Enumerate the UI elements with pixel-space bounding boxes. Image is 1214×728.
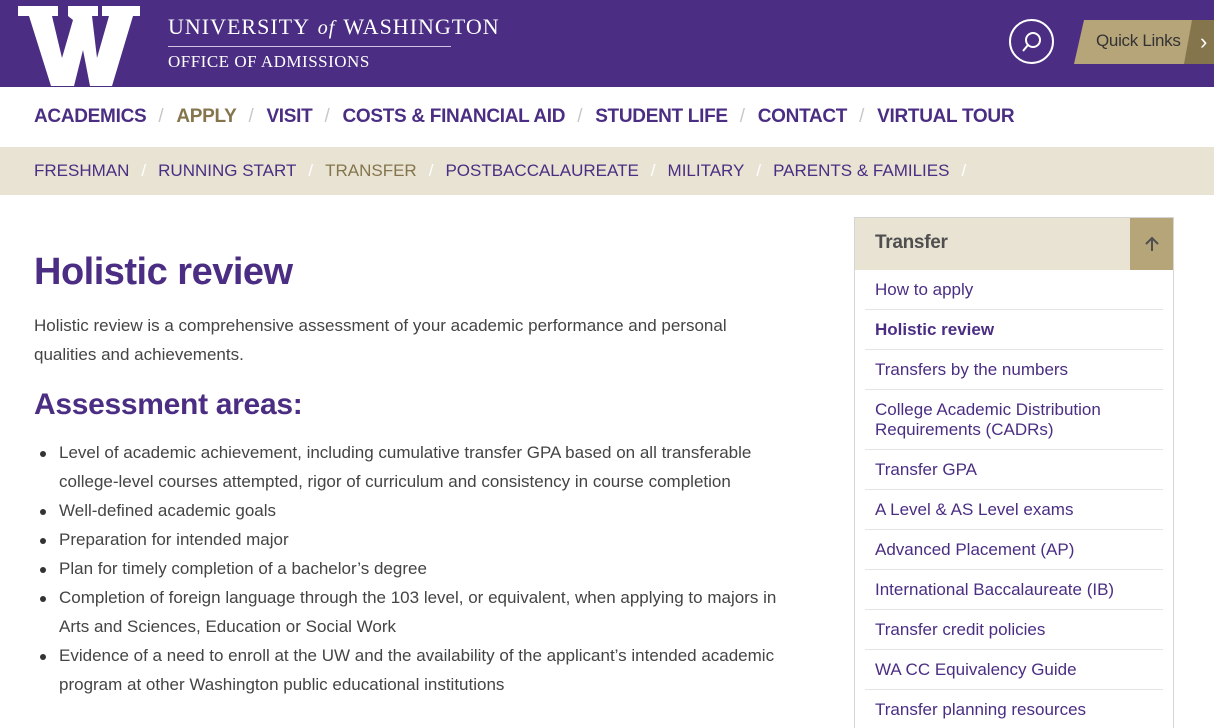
nav-virtual-tour[interactable]: VIRTUAL TOUR — [877, 106, 1015, 127]
sidebar-item-transfers-by-numbers[interactable]: Transfers by the numbers — [865, 350, 1163, 390]
nav-student-life[interactable]: STUDENT LIFE — [595, 106, 728, 127]
list-item: Evidence of a need to enroll at the UW and the availability of the applicant’s intended academic program at other Washington public educational institutions — [34, 641, 794, 699]
sidebar-item-holistic-review[interactable]: Holistic review — [865, 310, 1163, 350]
nav-separator: / — [248, 106, 254, 127]
subnav-running-start[interactable]: RUNNING START — [158, 161, 297, 180]
office-name: OFFICE OF ADMISSIONS — [168, 52, 370, 71]
arrow-up-icon — [1145, 236, 1159, 252]
sidebar-item-how-to-apply[interactable]: How to apply — [865, 270, 1163, 310]
list-item: Preparation for intended major — [34, 525, 794, 554]
of-word: of — [317, 17, 336, 39]
sidebar-item-cadrs[interactable]: College Academic Distribution Requirements (CADRs) — [865, 390, 1163, 450]
washington-word: WASHINGTON — [343, 14, 500, 39]
sidebar-item-transfer-credit-policies[interactable]: Transfer credit policies — [865, 610, 1163, 650]
subnav-military[interactable]: MILITARY — [667, 161, 745, 180]
nav-separator: / — [324, 106, 330, 127]
uw-logo-icon[interactable] — [18, 6, 140, 86]
section-sidebar — [854, 217, 1174, 728]
search-button[interactable] — [1009, 19, 1054, 64]
quick-links-label: Quick Links — [1096, 31, 1181, 50]
subnav-separator: / — [650, 161, 656, 180]
subnav-separator: / — [141, 161, 147, 180]
subnav-transfer[interactable]: TRANSFER — [325, 161, 417, 180]
subnav-parents-families[interactable]: PARENTS & FAMILIES — [773, 161, 950, 180]
sidebar-item-equivalency-guide[interactable]: WA CC Equivalency Guide — [865, 650, 1163, 690]
nav-separator: / — [859, 106, 865, 127]
sidebar-header — [855, 218, 1173, 270]
sidebar-collapse-button[interactable] — [1130, 218, 1173, 270]
list-item: Well-defined academic goals — [34, 496, 794, 525]
brand-divider — [168, 46, 451, 47]
list-item: Completion of foreign language through the 103 level, or equivalent, when applying to majors in Arts and Sciences, Education or Social Work — [34, 583, 794, 641]
assessment-list — [34, 438, 794, 699]
list-item: Plan for timely completion of a bachelor’s degree — [34, 554, 794, 583]
sidebar-item-transfer-gpa[interactable]: Transfer GPA — [865, 450, 1163, 490]
nav-academics[interactable]: ACADEMICS — [34, 106, 147, 127]
sidebar-item-advanced-placement[interactable]: Advanced Placement (AP) — [865, 530, 1163, 570]
nav-visit[interactable]: VISIT — [266, 106, 313, 127]
subnav-separator: / — [961, 161, 967, 180]
sidebar-item-planning-resources[interactable]: Transfer planning resources — [865, 690, 1163, 728]
nav-contact[interactable]: CONTACT — [757, 106, 848, 127]
page-title: Holistic review — [34, 251, 293, 293]
sidebar-menu — [865, 270, 1163, 728]
sidebar-title[interactable]: Transfer — [875, 232, 948, 253]
sidebar-item-a-level[interactable]: A Level & AS Level exams — [865, 490, 1163, 530]
list-item: Level of academic achievement, including cumulative transfer GPA based on all transferable college-level courses attempted, rigor of curriculum and consistency in course completion — [34, 438, 794, 496]
main-content — [34, 248, 794, 699]
nav-separator: / — [577, 106, 583, 127]
nav-apply[interactable]: APPLY — [176, 106, 237, 127]
site-brand[interactable] — [168, 14, 500, 73]
intro-text: Holistic review is a comprehensive assessment of your academic performance and personal qualities and achievements. — [34, 316, 727, 364]
search-icon — [1021, 31, 1043, 53]
subnav-postbaccalaureate[interactable]: POSTBACCALAUREATE — [445, 161, 639, 180]
subnav-separator: / — [308, 161, 314, 180]
section-title: Assessment areas: — [34, 388, 303, 421]
nav-costs-financial-aid[interactable]: COSTS & FINANCIAL AID — [342, 106, 566, 127]
subnav-freshman[interactable]: FRESHMAN — [34, 161, 130, 180]
subnav-separator: / — [756, 161, 762, 180]
university-name — [168, 14, 500, 41]
primary-nav — [0, 87, 1214, 147]
sidebar-item-ib[interactable]: International Baccalaureate (IB) — [865, 570, 1163, 610]
site-header — [0, 0, 1214, 87]
university-word: UNIVERSITY — [168, 14, 310, 39]
secondary-nav — [0, 147, 1214, 195]
quick-links-button[interactable] — [1074, 20, 1214, 64]
subnav-separator: / — [428, 161, 434, 180]
nav-separator: / — [158, 106, 164, 127]
nav-separator: / — [739, 106, 745, 127]
chevron-right-icon: › — [1200, 29, 1208, 54]
